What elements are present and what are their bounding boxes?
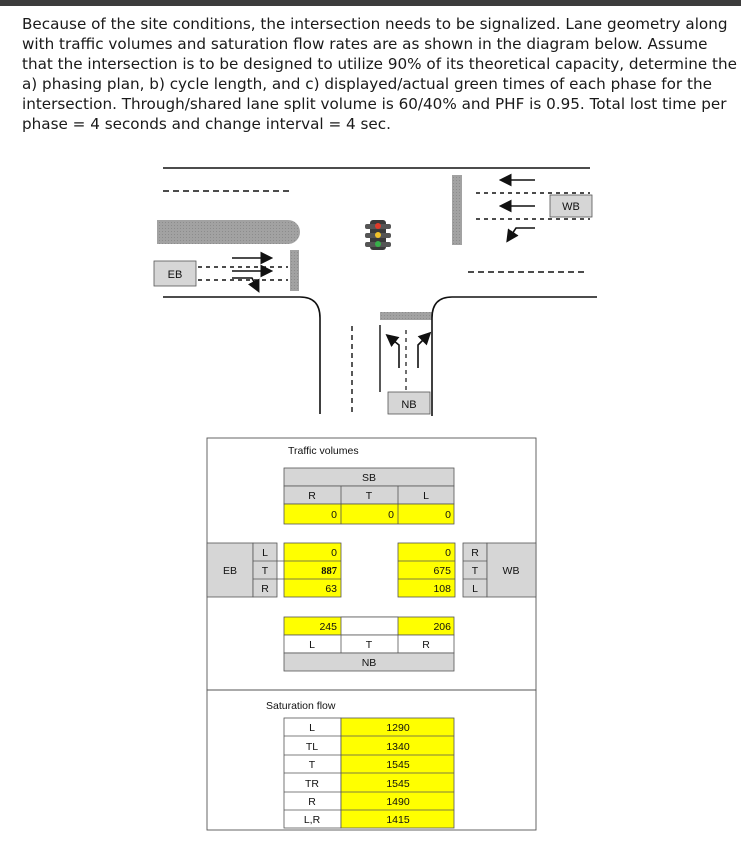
eb-median xyxy=(157,220,300,244)
wb-volume-cell: 675 xyxy=(433,565,451,577)
problem-line: that the intersection is to be designed to utilize 90% of its theoretical capacity, determine the xyxy=(22,55,737,73)
sb-col-label: R xyxy=(308,490,316,502)
problem-line: intersection. Through/shared lane split volume is 60/40% and PHF is 0.95. Total lost time per xyxy=(22,95,727,113)
sat-flow-label: R xyxy=(308,796,316,808)
sat-flow-value: 1415 xyxy=(386,814,410,826)
intersection-diagram xyxy=(154,168,597,416)
saturation-flow-title: Saturation flow xyxy=(266,700,336,712)
sat-flow-value: 1490 xyxy=(386,796,410,808)
sb-col-label: T xyxy=(365,490,373,502)
wb-row-label: L xyxy=(472,583,478,595)
eb-volume-cell: 63 xyxy=(325,583,337,595)
nb-volume-label: NB xyxy=(361,657,377,669)
sat-flow-value: 1290 xyxy=(386,722,410,734)
problem-line: Because of the site conditions, the intersection needs to be signalized. Lane geometry along xyxy=(22,15,728,33)
nb-volume-cell: 245 xyxy=(319,621,337,633)
sat-flow-label: TR xyxy=(305,778,319,790)
eb-row-label: R xyxy=(261,583,269,595)
eb-label: EB xyxy=(167,269,183,281)
sat-flow-value: 1545 xyxy=(386,759,410,771)
eb-stop-bar xyxy=(290,250,299,291)
southeast-curb xyxy=(432,297,597,416)
wb-row-label: R xyxy=(471,547,479,559)
nb-stop-bar xyxy=(380,312,432,320)
nb-label: NB xyxy=(401,399,417,411)
eb-row-label: T xyxy=(261,565,269,577)
problem-line: phase = 4 seconds and change interval = 4 sec. xyxy=(22,115,391,133)
wb-label: WB xyxy=(562,201,580,213)
nb-volume-cell: 206 xyxy=(433,621,451,633)
eb-volume-cell: 0 xyxy=(331,547,337,559)
sat-flow-value: 1545 xyxy=(386,778,410,790)
problem-line: a) phasing plan, b) cycle length, and c) displayed/actual green times of each phase for the xyxy=(22,75,712,93)
wb-volume-label: WB xyxy=(502,565,520,577)
sat-flow-label: L,R xyxy=(303,814,321,826)
sat-flow-label: TL xyxy=(305,741,319,753)
sb-volume-cell: 0 xyxy=(445,509,451,521)
nb-col-label: L xyxy=(309,639,315,651)
problem-line: with traffic volumes and saturation flow rates are as shown in the diagram below. Assume xyxy=(22,35,708,53)
sb-label: SB xyxy=(361,472,377,484)
wb-left-turn-arrow xyxy=(508,228,535,240)
nb-col-label: R xyxy=(422,639,430,651)
eb-row-label: L xyxy=(262,547,268,559)
nb-left-turn-arrow xyxy=(388,336,399,368)
wb-volume-cell: 0 xyxy=(445,547,451,559)
sb-col-label: L xyxy=(423,490,429,502)
sat-flow-label: L xyxy=(309,722,315,734)
sb-volume-cell: 0 xyxy=(331,509,337,521)
wb-volume-cell: 108 xyxy=(433,583,451,595)
southwest-curb xyxy=(163,297,320,414)
wb-median xyxy=(452,175,462,245)
traffic-signal-icon xyxy=(365,220,391,250)
nb-right-turn-arrow xyxy=(418,334,429,368)
wb-row-label: T xyxy=(471,565,479,577)
nb-col-label: T xyxy=(365,639,373,651)
sb-volume-cell: 0 xyxy=(388,509,394,521)
traffic-volumes-title: Traffic volumes xyxy=(288,445,359,457)
data-tables xyxy=(207,438,536,830)
sat-flow-value: 1340 xyxy=(386,741,410,753)
eb-volume-label: EB xyxy=(222,565,238,577)
sat-flow-label: T xyxy=(308,759,316,771)
eb-volume-cell: 887 xyxy=(321,566,337,577)
